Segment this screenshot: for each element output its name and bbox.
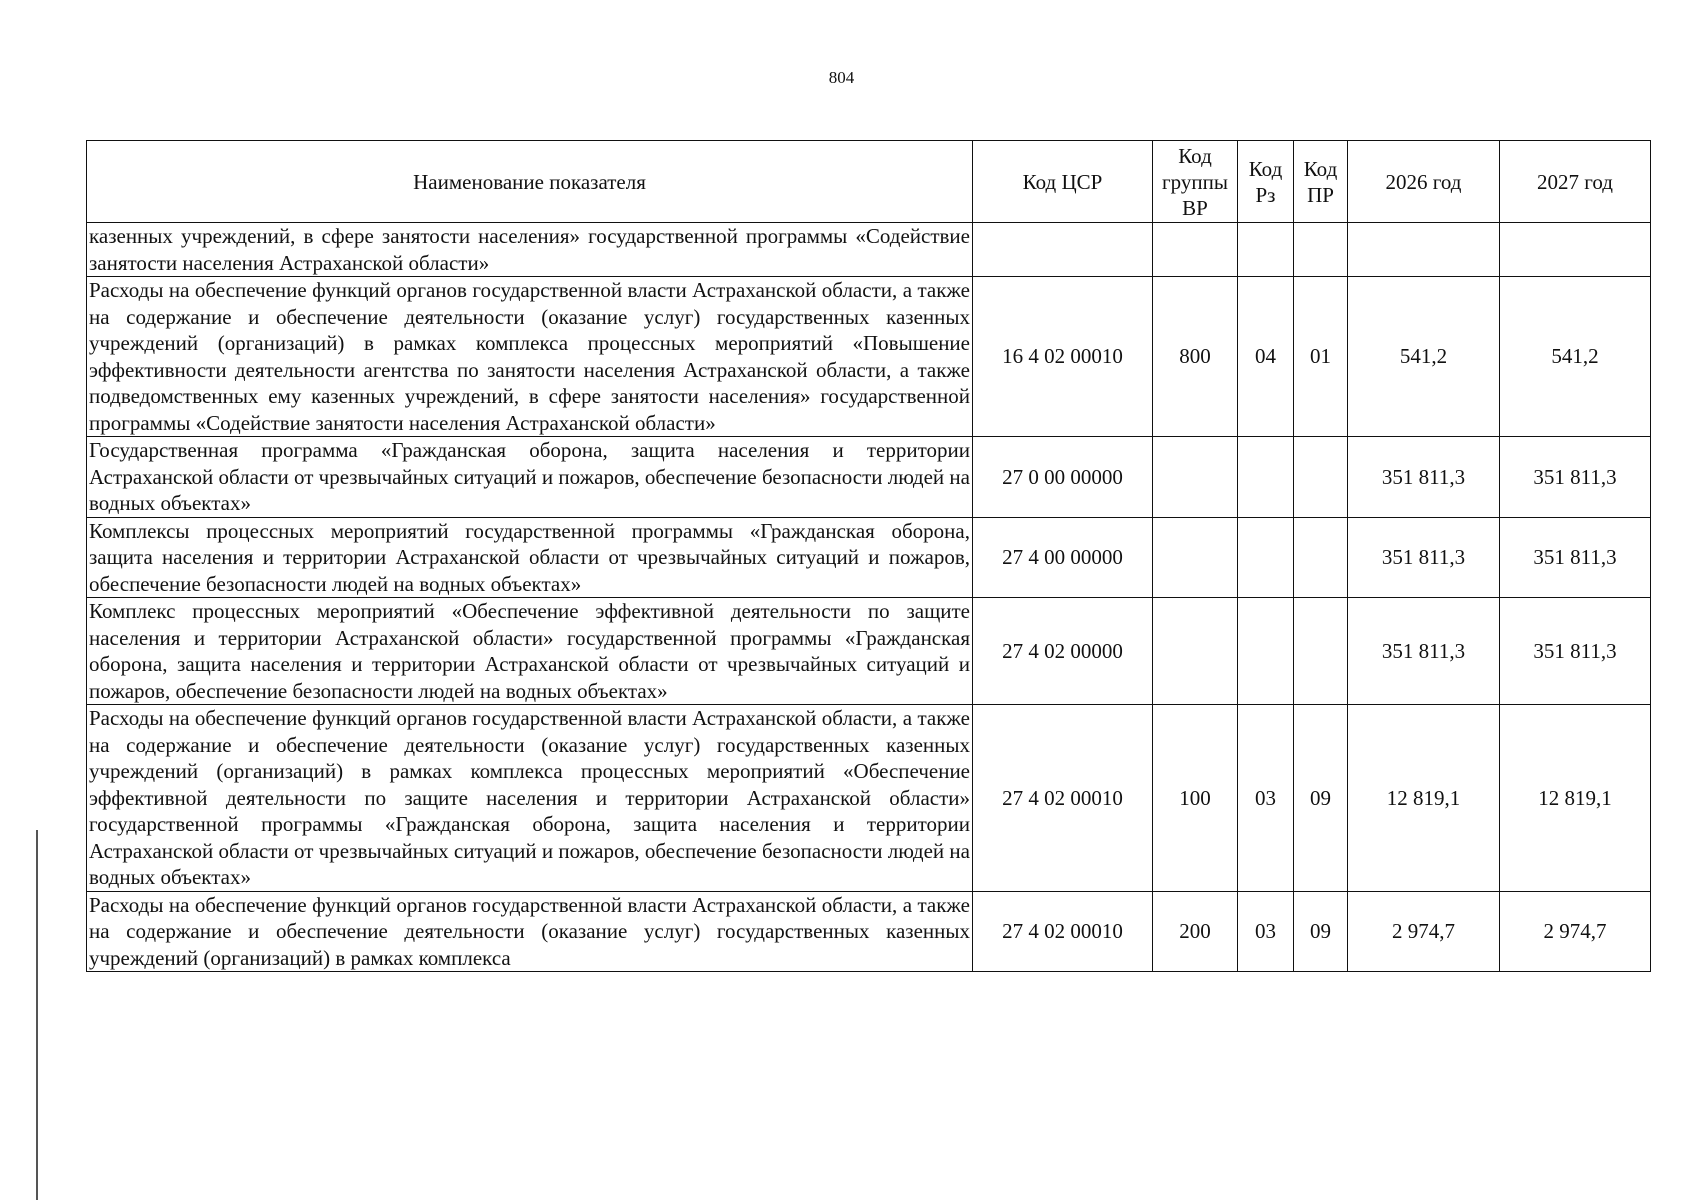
row-pr bbox=[1294, 517, 1348, 598]
row-vr: 200 bbox=[1153, 891, 1238, 972]
row-rz: 03 bbox=[1238, 705, 1294, 892]
row-name: Расходы на обеспечение функций органов государственной власти Астраханской области, а также на содержание и обеспечение деятельности (оказание услуг) государственных казенных учреждений (организаций) в рамках комплекса bbox=[87, 891, 973, 972]
row-name: Государственная программа «Гражданская оборона, защита населения и территории Астраханской области от чрезвычайных ситуаций и пожаров, обеспечение безопасности людей на водных объектах» bbox=[87, 437, 973, 518]
row-csr: 27 0 00 00000 bbox=[973, 437, 1153, 518]
row-pr bbox=[1294, 598, 1348, 705]
row-csr bbox=[973, 223, 1153, 277]
row-year-2026: 351 811,3 bbox=[1348, 437, 1500, 518]
row-year-2026: 12 819,1 bbox=[1348, 705, 1500, 892]
row-rz bbox=[1238, 517, 1294, 598]
row-csr: 16 4 02 00010 bbox=[973, 277, 1153, 437]
row-vr bbox=[1153, 598, 1238, 705]
row-year-2027: 351 811,3 bbox=[1500, 517, 1651, 598]
row-name: Расходы на обеспечение функций органов государственной власти Астраханской области, а также на содержание и обеспечение деятельности (оказание услуг) государственных казенных учреждений (организаций) в рамках комплекса процессных мероприятий «Повышение эффективности деятельности агентства по занятости населения Астраханской области, а также подведомственных ему казенных учреждений, в сфере занятости населения» государственной программы «Содействие занятости населения Астраханской области» bbox=[87, 277, 973, 437]
row-year-2026: 541,2 bbox=[1348, 277, 1500, 437]
row-name: Комплекс процессных мероприятий «Обеспечение эффективной деятельности по защите населения и территории Астраханской области» государственной программы «Гражданская оборона, защита населения и территории Астраханской области от чрезвычайных ситуаций и пожаров, обеспечение безопасности людей на водных объектах» bbox=[87, 598, 973, 705]
row-csr: 27 4 02 00010 bbox=[973, 891, 1153, 972]
row-csr: 27 4 02 00010 bbox=[973, 705, 1153, 892]
row-vr bbox=[1153, 517, 1238, 598]
header-csr: Код ЦСР bbox=[973, 141, 1153, 223]
row-name: казенных учреждений, в сфере занятости населения» государственной программы «Содействие занятости населения Астраханской области» bbox=[87, 223, 973, 277]
row-year-2027: 351 811,3 bbox=[1500, 437, 1651, 518]
row-year-2026 bbox=[1348, 223, 1500, 277]
row-year-2026: 2 974,7 bbox=[1348, 891, 1500, 972]
header-year-2026: 2026 год bbox=[1348, 141, 1500, 223]
row-rz: 04 bbox=[1238, 277, 1294, 437]
row-vr: 100 bbox=[1153, 705, 1238, 892]
row-vr: 800 bbox=[1153, 277, 1238, 437]
table-row bbox=[87, 705, 1651, 892]
row-csr: 27 4 00 00000 bbox=[973, 517, 1153, 598]
row-pr: 09 bbox=[1294, 705, 1348, 892]
table-row bbox=[87, 277, 1651, 437]
table-row bbox=[87, 517, 1651, 598]
row-name: Расходы на обеспечение функций органов государственной власти Астраханской области, а также на содержание и обеспечение деятельности (оказание услуг) государственных казенных учреждений (организаций) в рамках комплекса процессных мероприятий «Обеспечение эффективной деятельности по защите населения и территории Астраханской области» государственной программы «Гражданская оборона, защита населения и территории Астраханской области от чрезвычайных ситуаций и пожаров, обеспечение безопасности людей на водных объектах» bbox=[87, 705, 973, 892]
header-name: Наименование показателя bbox=[87, 141, 973, 223]
row-year-2026: 351 811,3 bbox=[1348, 517, 1500, 598]
table-row bbox=[87, 891, 1651, 972]
row-name: Комплексы процессных мероприятий государственной программы «Гражданская оборона, защита населения и территории Астраханской области от чрезвычайных ситуаций и пожаров, обеспечение безопасности людей на водных объектах» bbox=[87, 517, 973, 598]
row-year-2027: 2 974,7 bbox=[1500, 891, 1651, 972]
row-year-2026: 351 811,3 bbox=[1348, 598, 1500, 705]
header-rz: Код Рз bbox=[1238, 141, 1294, 223]
row-csr: 27 4 02 00000 bbox=[973, 598, 1153, 705]
table-row bbox=[87, 598, 1651, 705]
row-rz bbox=[1238, 437, 1294, 518]
header-pr: Код ПР bbox=[1294, 141, 1348, 223]
page-number: 804 bbox=[828, 68, 855, 87]
row-rz: 03 bbox=[1238, 891, 1294, 972]
row-pr bbox=[1294, 437, 1348, 518]
row-pr: 01 bbox=[1294, 277, 1348, 437]
table-row bbox=[87, 437, 1651, 518]
row-rz bbox=[1238, 598, 1294, 705]
header-year-2027: 2027 год bbox=[1500, 141, 1651, 223]
row-pr: 09 bbox=[1294, 891, 1348, 972]
row-vr bbox=[1153, 223, 1238, 277]
row-rz bbox=[1238, 223, 1294, 277]
scan-edge-line bbox=[36, 830, 38, 1200]
table-header-row bbox=[87, 141, 1651, 223]
row-year-2027 bbox=[1500, 223, 1651, 277]
row-vr bbox=[1153, 437, 1238, 518]
row-year-2027: 351 811,3 bbox=[1500, 598, 1651, 705]
header-vr: Код группы ВР bbox=[1153, 141, 1238, 223]
budget-table bbox=[86, 140, 1651, 972]
row-year-2027: 12 819,1 bbox=[1500, 705, 1651, 892]
row-pr bbox=[1294, 223, 1348, 277]
table-row bbox=[87, 223, 1651, 277]
row-year-2027: 541,2 bbox=[1500, 277, 1651, 437]
